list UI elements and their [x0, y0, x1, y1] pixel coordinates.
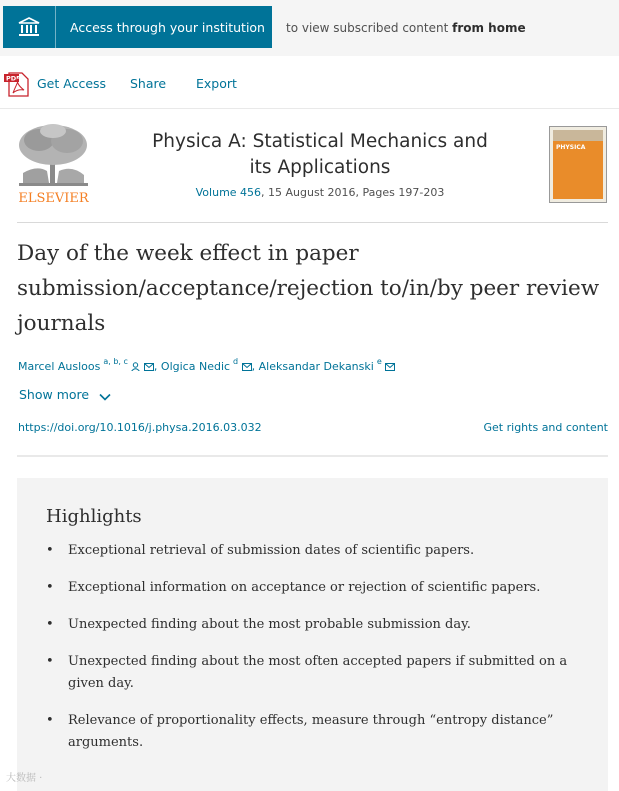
issue-details: , 15 August 2016, Pages 197-203 — [261, 186, 445, 199]
author-name: Marcel Ausloos — [18, 360, 101, 373]
highlight-item: • Unexpected finding about the most often accepted papers if submitted on a given day. — [46, 651, 576, 695]
person-icon — [131, 362, 140, 371]
author-name: Olgica Nedic — [160, 360, 231, 373]
export-link[interactable]: Export — [196, 76, 237, 91]
highlights-list — [46, 540, 576, 769]
mail-icon — [144, 363, 154, 371]
highlight-item: • Exceptional retrieval of submission dates of scientific papers. — [46, 540, 576, 562]
banner-text-prefix: to view subscribed content — [286, 21, 453, 35]
author-name: Aleksandar Dekanski — [258, 360, 374, 373]
mail-icon — [385, 363, 395, 371]
author-affiliation: e — [376, 357, 382, 366]
institution-icon — [3, 6, 55, 48]
access-institution-label: Access through your institution — [70, 19, 265, 35]
cover-title: PHYSICA — [556, 144, 586, 151]
author-ausloos[interactable] — [18, 357, 154, 373]
doi-link[interactable]: https://doi.org/10.1016/j.physa.2016.03.032 — [18, 421, 262, 434]
author-nedic[interactable] — [160, 357, 252, 373]
article-toolbar — [0, 66, 619, 102]
svg-text:ELSEVIER: ELSEVIER — [18, 191, 89, 205]
toolbar-divider — [0, 108, 619, 109]
journal-meta — [140, 186, 500, 199]
access-institution-button[interactable] — [3, 6, 272, 48]
institution-banner — [0, 0, 619, 56]
journal-cover-image[interactable] — [549, 126, 607, 203]
highlight-item: • Relevance of proportionality effects, measure through “entropy distance” arguments. — [46, 710, 576, 754]
elsevier-logo[interactable] — [17, 123, 90, 205]
volume-link[interactable]: Volume 456 — [195, 186, 262, 199]
journal-title[interactable]: Physica A: Statistical Mechanics and its Applications — [152, 131, 488, 178]
author-affiliation: a, b, c — [103, 357, 128, 366]
author-separator: , — [251, 360, 259, 373]
banner-text — [286, 21, 526, 35]
pdf-icon — [4, 71, 31, 98]
highlight-item: • Exceptional information on acceptance or rejection of scientific papers. — [46, 577, 576, 599]
author-affiliation: d — [233, 357, 239, 366]
doi-divider — [17, 455, 608, 457]
author-separator: , — [153, 360, 161, 373]
show-more-button[interactable] — [19, 387, 111, 402]
highlights-title: Highlights — [46, 506, 142, 527]
header-divider — [17, 222, 608, 223]
author-list — [18, 357, 395, 373]
highlight-item: • Unexpected finding about the most probable submission day. — [46, 614, 576, 636]
rights-link[interactable]: Get rights and content — [483, 421, 608, 434]
article-title: Day of the week effect in paper submission/acceptance/rejection to/in/by peer review journals — [17, 241, 600, 336]
mail-icon — [242, 363, 252, 371]
get-access-link[interactable]: Get Access — [37, 76, 107, 91]
share-link[interactable]: Share — [130, 76, 167, 91]
watermark: 大数据 · — [6, 773, 43, 784]
cover-orange-band — [553, 141, 603, 199]
show-more-label: Show more — [19, 387, 90, 402]
banner-text-bold: from home — [452, 21, 526, 35]
svg-text:PDF: PDF — [6, 74, 21, 83]
highlights-section — [17, 478, 608, 791]
chevron-down-icon — [99, 393, 111, 401]
author-dekanski[interactable] — [258, 357, 396, 373]
